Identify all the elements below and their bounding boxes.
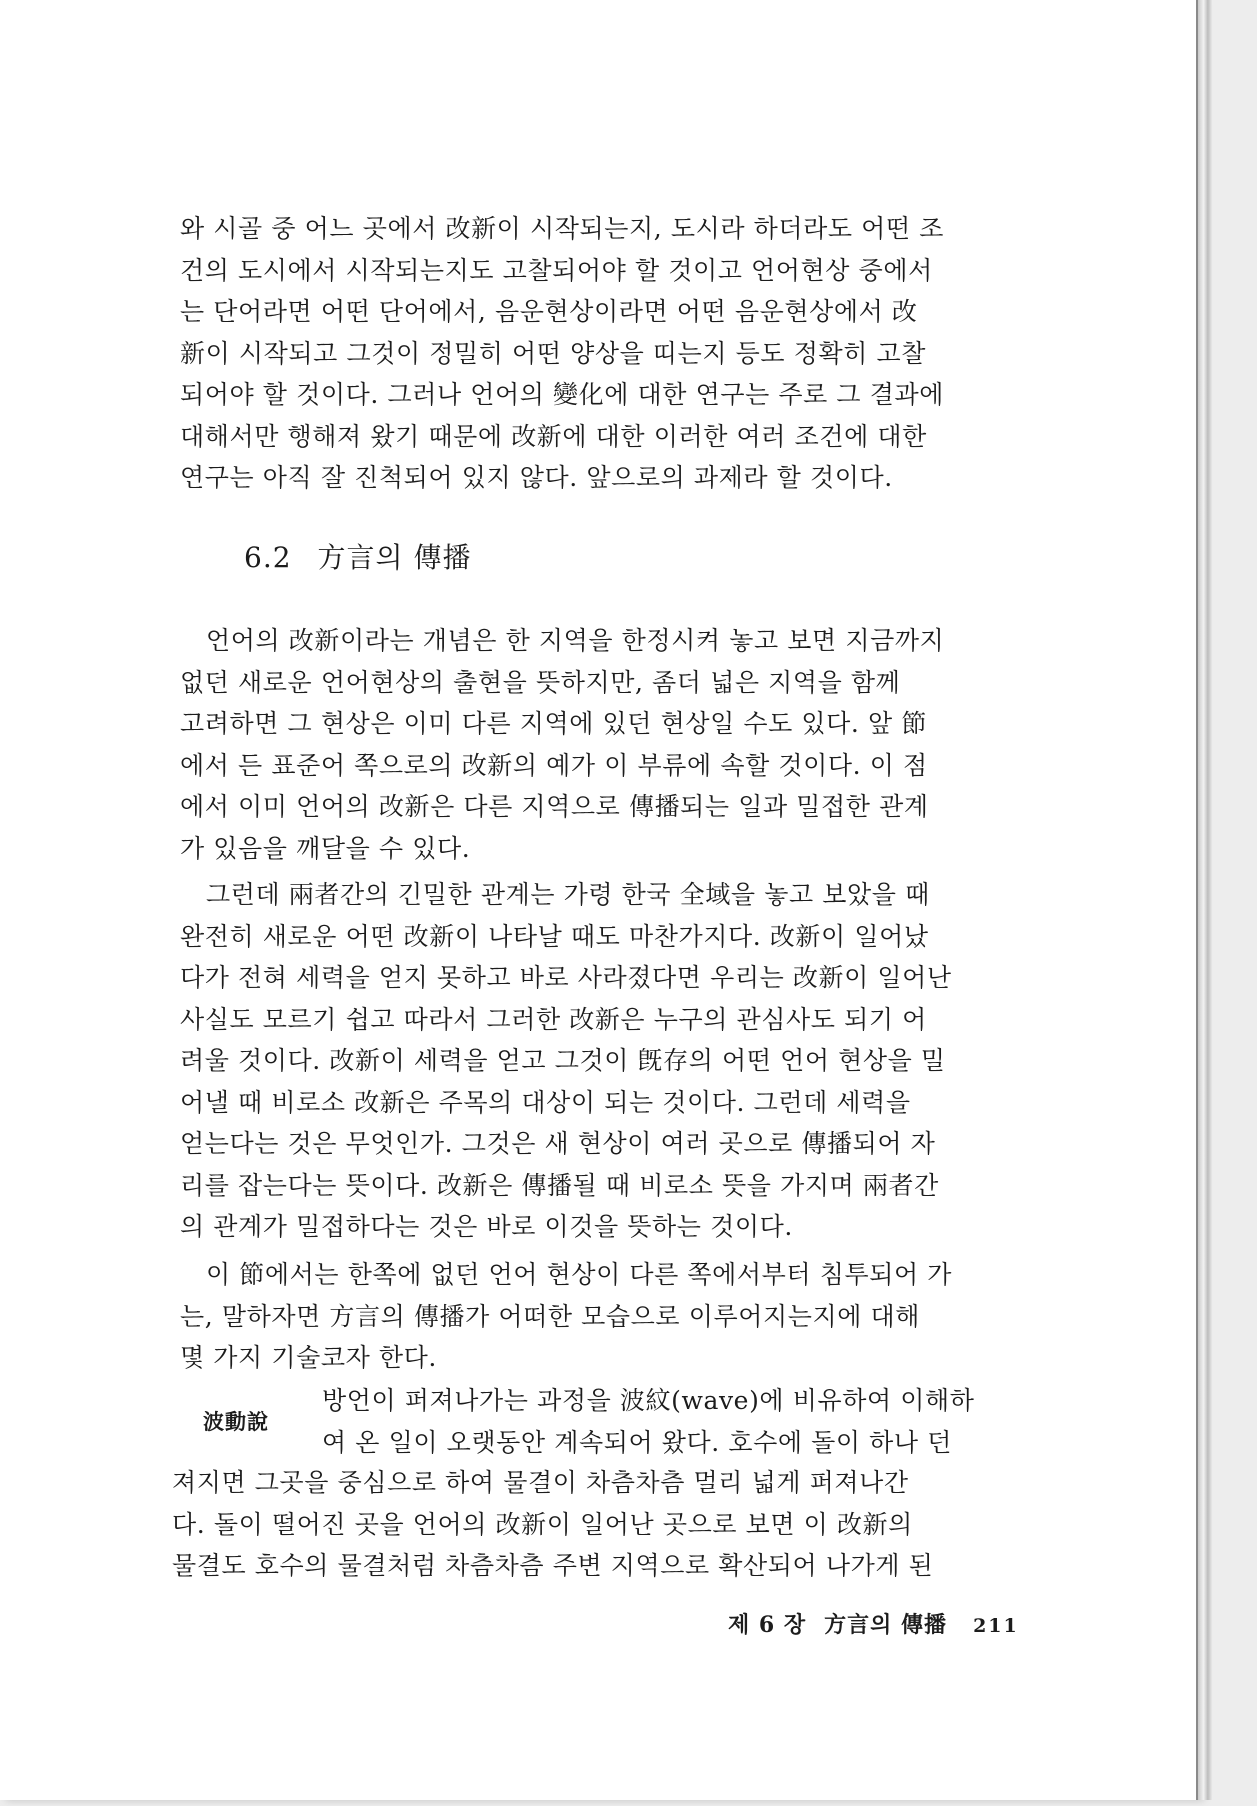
page-number: 211 — [973, 1615, 1019, 1637]
footer-title: 方言의 傳播 — [824, 1612, 948, 1638]
section-title: 方言의 傳播 — [317, 541, 472, 574]
section-heading — [244, 536, 471, 576]
running-footer — [728, 1608, 1019, 1639]
section-number: 6.2 — [244, 541, 292, 574]
margin-heading: 波動說 — [203, 1409, 269, 1434]
paragraph: 이 節에서는 한쪽에 없던 언어 현상이 다른 쪽에서부터 침투되어 가 는, 말하자면 方言의 傳播가 어떠한 모습으로 이루어지는지에 대해 몇 가지 기술코자 한다. — [180, 1260, 953, 1372]
paragraph-continuation: 와 시골 중 어느 곳에서 改新이 시작되는지, 도시라 하더라도 어떤 조 건의 도시에서 시작되는지도 고찰되어야 할 것이고 언어현상 중에서 는 단어라면 어떤 단어에서, 음운현상이라면 어떤 음운현상에서 改 新이 시작되고 그것이 정밀히 어떤 양상을 띠는지 등도 정확히 고찰 되어야 할 것이다. 그러나 언어의 變化에 대한 연구는 주로 그 결과에 대해서만 행해져 왔기 때문에 改新에 대한 이러한 여러 조건에 대한 연구는 아직 잘 진척되어 있지 않다. 앞으로의 과제라 할 것이다. — [180, 214, 944, 492]
paragraph: 그런데 兩者간의 긴밀한 관계는 가령 한국 全域을 놓고 보았을 때 완전히 새로운 어떤 改新이 나타날 때도 마찬가지다. 改新이 일어났 다가 전혀 세력을 얻지 못하고 바로 사라졌다면 우리는 改新이 일어난 사실도 모르기 쉽고 따라서 그러한 改新은 누구의 관심사도 되기 어 려울 것이다. 改新이 세력을 얻고 그것이 旣存의 어떤 언어 현상을 밀 어낼 때 비로소 改新은 주목의 대상이 되는 것이다. 그런데 세력을 얻는다는 것은 무엇인가. 그것은 새 현상이 여러 곳으로 傳播되어 자 리를 잡는다는 뜻이다. 改新은 傳播될 때 비로소 뜻을 가지며 兩者간 의 관계가 밀접하다는 것은 바로 이것을 뜻하는 것이다. — [180, 880, 952, 1241]
paragraph: 져지면 그곳을 중심으로 하여 물결이 차츰차츰 멀리 넓게 퍼져나간 다. 돌이 떨어진 곳을 언어의 改新이 일어난 곳으로 보면 이 改新의 물결도 호수의 물결처럼 차츰차츰 주변 지역으로 확산되어 나가게 된 — [172, 1468, 934, 1580]
page-edge-stack — [1198, 0, 1212, 1800]
paragraph: 언어의 改新이라는 개념은 한 지역을 한정시켜 놓고 보면 지금까지 없던 새로운 언어현상의 출현을 뜻하지만, 좀더 넓은 지역을 함께 고려하면 그 현상은 이미 다른 지역에 있던 현상일 수도 있다. 앞 節 에서 든 표준어 쪽으로의 改新의 예가 이 부류에 속할 것이다. 이 점 에서 이미 언어의 改新은 다른 지역으로 傳播되는 일과 밀접한 관계 가 있음을 깨달을 수 있다. — [180, 626, 945, 863]
paragraph-with-margin-heading: 방언이 퍼져나가는 과정을 波紋(wave)에 비유하여 이해하 여 온 일이 오랫동안 계속되어 왔다. 호수에 돌이 하나 던 — [322, 1386, 975, 1457]
footer-chapter: 제 6 장 — [728, 1612, 807, 1638]
